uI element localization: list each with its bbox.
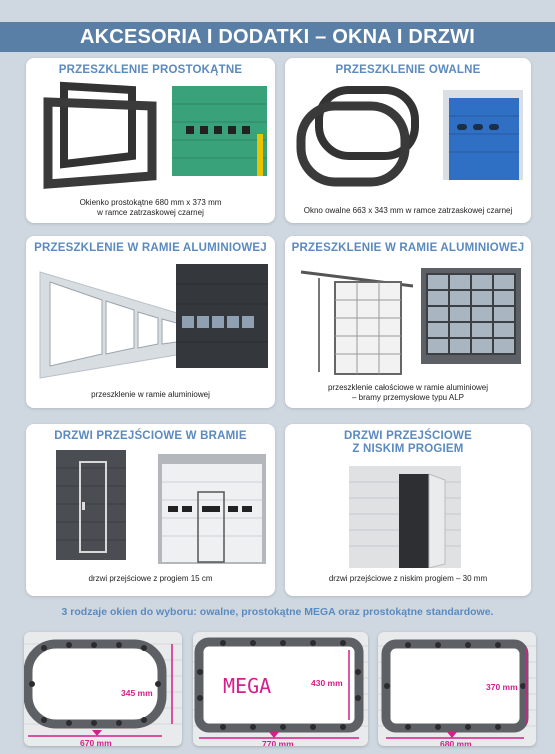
- card-caption: drzwi przejściowe z progiem 15 cm: [88, 574, 213, 583]
- alp-door-diagram: [295, 262, 417, 382]
- dark-door-photo: [176, 264, 268, 368]
- card-title: PRZESZKLENIE W RAMIE ALUMINIOWEJ: [34, 242, 267, 254]
- blue-door-photo: [443, 90, 523, 180]
- window-width-label: 770 mm: [262, 739, 294, 746]
- aluminium-frame-panel-image: [34, 266, 194, 386]
- glass-door-photo: [421, 268, 521, 364]
- oval-window-drawing: [24, 632, 182, 746]
- card-caption: [26, 198, 275, 218]
- page-header: AKCESORIA I DODATKI – OKNA I DRZWI: [0, 22, 555, 52]
- caption-line: – bramy przemysłowe typu ALP: [351, 393, 465, 402]
- green-door-photo: [172, 86, 267, 176]
- oval-window-option: [24, 632, 182, 746]
- card-title-line: DRZWI PRZEJŚCIOWE: [344, 430, 472, 442]
- card-caption: Okno owalne 663 x 343 mm w ramce zatrzaskowej czarnej: [303, 206, 513, 215]
- window-height-label: 345 mm: [121, 688, 153, 698]
- card-rectangular-glazing: [26, 58, 275, 223]
- window-width-label: 670 mm: [80, 738, 112, 746]
- window-height-label: 430 mm: [311, 678, 343, 688]
- card-oval-glazing: [285, 58, 531, 223]
- mega-label: MEGA: [223, 674, 272, 698]
- caption-line: Okienko prostokątne 680 mm x 373 mm: [79, 198, 222, 207]
- card-title-line: Z NISKIM PROGIEM: [352, 443, 464, 455]
- mega-window-option: [193, 632, 368, 746]
- card-title: DRZWI PRZEJŚCIOWE W BRAMIE: [54, 430, 247, 442]
- low-threshold-door-image: [349, 466, 461, 568]
- mega-window-drawing: [193, 632, 368, 746]
- card-caption: przeszklenie w ramie aluminiowej: [91, 390, 210, 399]
- caption-line: w ramce zatrzaskowej czarnej: [97, 208, 204, 217]
- card-caption: drzwi przejściowe z niskim progiem – 30 mm: [328, 574, 488, 583]
- window-width-label: 680 mm: [440, 739, 472, 746]
- wicket-door-panel-image: [56, 450, 126, 560]
- card-title: PRZESZKLENIE PROSTOKĄTNE: [58, 64, 243, 76]
- rectangular-window-frame-image: [34, 80, 184, 190]
- card-low-threshold-door: [285, 424, 531, 596]
- card-title: PRZESZKLENIE OWALNE: [335, 64, 481, 76]
- white-door-with-wicket-photo: [158, 454, 266, 564]
- card-aluminium-frame-glazing: [26, 236, 275, 408]
- card-caption: [285, 383, 531, 403]
- oval-window-frame-image: [291, 84, 431, 189]
- card-wicket-door: [26, 424, 275, 596]
- window-types-note: 3 rodzaje okien do wyboru: owalne, prostokątne MEGA oraz prostokątne standardowe.: [61, 606, 494, 618]
- card-full-glazing-alp: [285, 236, 531, 408]
- card-title: PRZESZKLENIE W RAMIE ALUMINIOWEJ: [291, 242, 525, 254]
- standard-window-option: [378, 632, 536, 746]
- caption-line: przeszklenie całościowe w ramie aluminiowej: [327, 383, 489, 392]
- window-height-label: 370 mm: [486, 682, 518, 692]
- card-title: [285, 430, 531, 456]
